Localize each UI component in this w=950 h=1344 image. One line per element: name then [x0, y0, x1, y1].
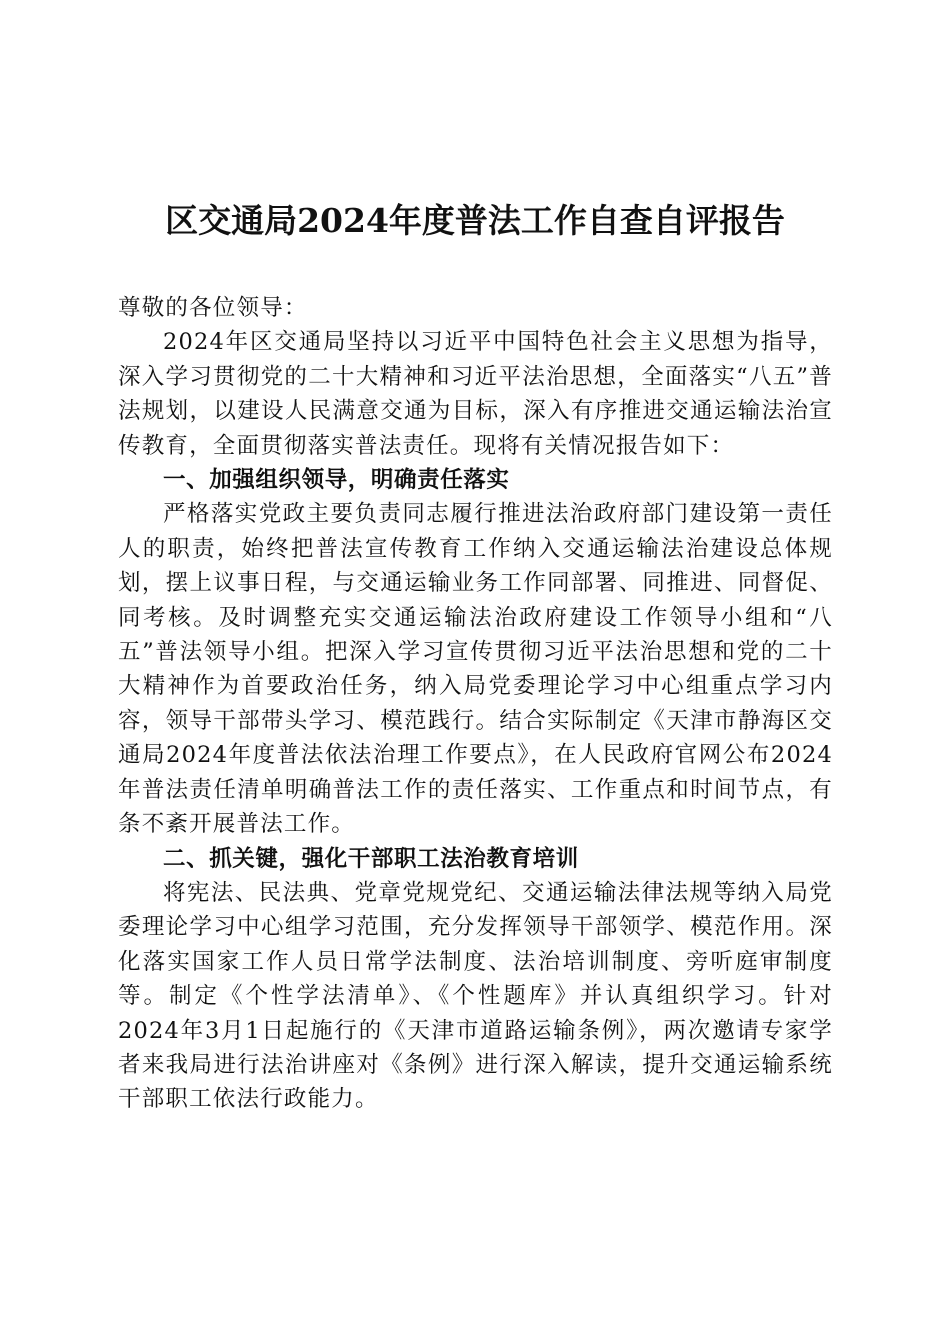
document-title: 区交通局2024年度普法工作自查自评报告: [165, 201, 785, 240]
section-paragraph-1: 严格落实党政主要负责同志履行推进法治政府部门建设第一责任人的职责，始终把普法宣传教育工作纳入交通运输法治建设总体规划，摆上议事日程，与交通运输业务工作同部署、同推进、同督促、同考核。及时调整充实交通运输法治政府建设工作领导小组和“八五”普法领导小组。把深入学习宣传贯彻习近平法治思想和党的二十大精神作为首要政治任务，纳入局党委理论学习中心组重点学习内容，领导干部带头学习、模范践行。结合实际制定《天津市静海区交通局2024年度普法依法治理工作要点》，在人民政府官网公布2024年普法责任清单明确普法工作的责任落实、工作重点和时间节点，有条不紊开展普法工作。: [118, 501, 833, 838]
intro-paragraph: 2024年区交通局坚持以习近平中国特色社会主义思想为指导，深入学习贯彻党的二十大精神和习近平法治思想，全面落实“八五”普法规划，以建设人民满意交通为目标，深入有序推进交通运输法治宣传教育，全面贯彻落实普法责任。现将有关情况报告如下：: [118, 329, 833, 459]
salutation: 尊敬的各位领导：: [118, 295, 308, 321]
section-heading-2: 二、抓关键，强化干部职工法治教育培训: [163, 845, 579, 872]
section-heading-1: 一、加强组织领导，明确责任落实: [163, 467, 510, 494]
section-paragraph-2: 将宪法、民法典、党章党规党纪、交通运输法律法规等纳入局党委理论学习中心组学习范围，充分发挥领导干部领学、模范作用。深化落实国家工作人员日常学法制度、法治培训制度、旁听庭审制度等。制定《个性学法清单》、《个性题库》并认真组织学习。针对2024年3月1日起施行的《天津市道路运输条例》，两次邀请专家学者来我局进行法治讲座对《条例》进行深入解读，提升交通运输系统干部职工依法行政能力。: [118, 879, 833, 1113]
document-body: [118, 291, 833, 1117]
